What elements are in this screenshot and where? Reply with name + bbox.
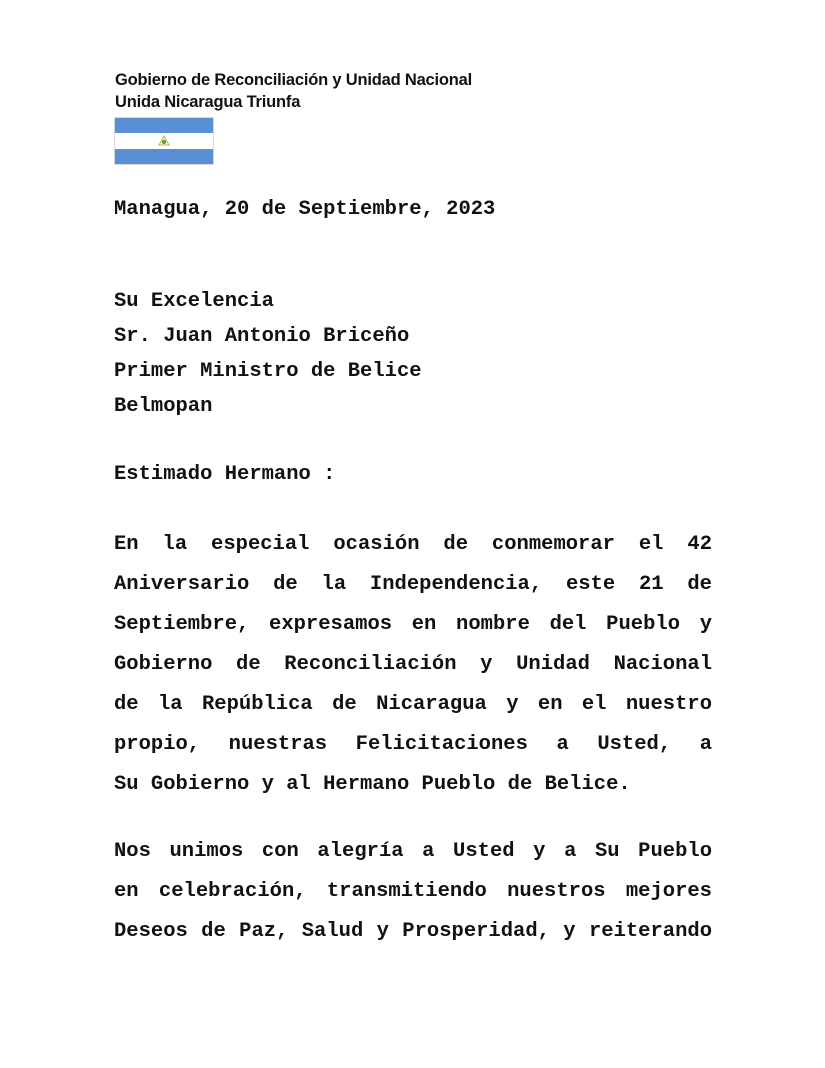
addressee-block [114,284,422,424]
paragraph-line: En la especial ocasión de conmemorar el 42 [114,533,712,556]
addressee-city: Belmopan [114,395,213,418]
paragraph-congratulations [114,525,712,805]
paragraph-line: Gobierno de Reconciliación y Unidad Nacional [114,653,712,676]
letterhead-government-name: Gobierno de Reconciliación y Unidad Nacional [115,71,473,89]
addressee-honorific: Su Excelencia [114,290,274,313]
salutation: Estimado Hermano : [114,463,336,486]
coat-of-arms-icon [158,135,170,147]
paragraph-line: Deseos de Paz, Salud y Prosperidad, y reiterando [114,920,712,943]
letter-date: Managua, 20 de Septiembre, 2023 [114,198,496,221]
letterhead [115,69,472,113]
letterhead-slogan: Unida Nicaragua Triunfa [115,93,301,111]
paragraph-line: en celebración, transmitiendo nuestros mejores [114,880,712,903]
paragraph-wishes [114,832,712,952]
paragraph-line: propio, nuestras Felicitaciones a Usted, a [114,733,712,756]
addressee-name: Sr. Juan Antonio Briceño [114,325,410,348]
paragraph-line: Su Gobierno y al Hermano Pueblo de Belice. [114,773,631,796]
paragraph-line: Septiembre, expresamos en nombre del Pueblo y [114,613,712,636]
nicaragua-flag-icon [114,117,214,165]
addressee-title: Primer Ministro de Belice [114,360,422,383]
paragraph-line: Nos unimos con alegría a Usted y a Su Pueblo [114,840,712,863]
paragraph-line: Aniversario de la Independencia, este 21 de [114,573,712,596]
paragraph-line: de la República de Nicaragua y en el nuestro [114,693,712,716]
